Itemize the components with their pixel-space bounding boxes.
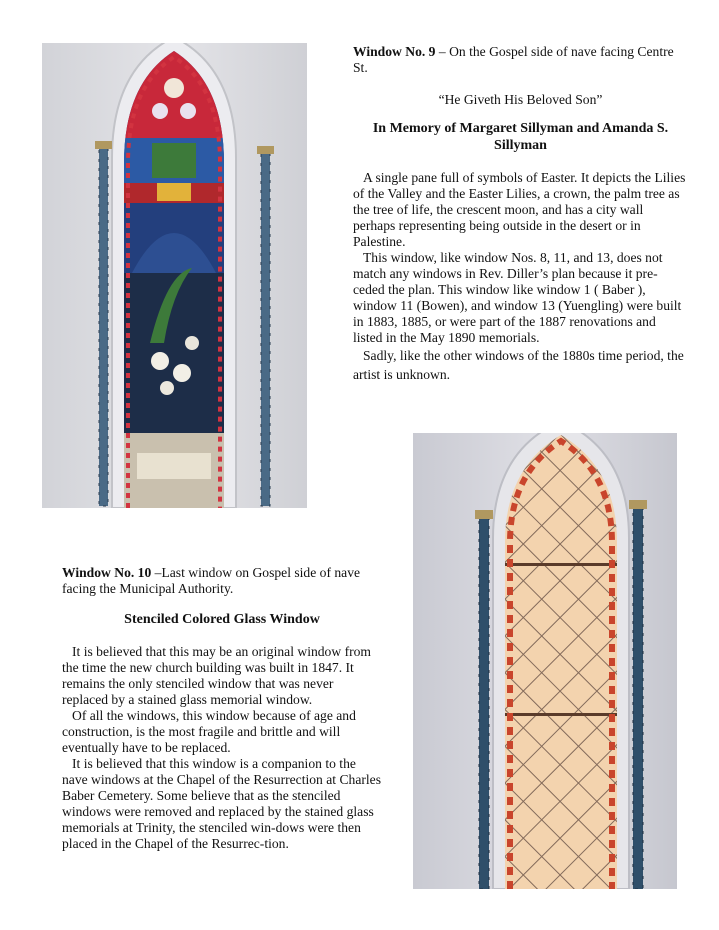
window-9-label: Window No. 9 [353, 44, 436, 59]
window-10-photo [413, 433, 677, 889]
window-10-paragraph: It is believed that this may be an original window from the time the new church building was built in 1847. It remains the only stenciled window that was never replaced by a stained glass memorial window. [62, 644, 371, 707]
window-9-paragraph: Sadly, like the other windows of the 1880s time period, the artist is unknown. [353, 348, 684, 382]
window-10-title: Stenciled Colored Glass Window [124, 612, 320, 627]
window-9-paragraphs [353, 170, 688, 384]
window-9-quote: “He Giveth His Beloved Son” [438, 92, 603, 107]
window-10-paragraph: It is believed that this window is a companion to the nave windows at the Chapel of the Resurrection at Charles Baber Cemetery. Some believe that as the stenciled windows were removed and replaced by the stained glass memorials at Trinity, the stenciled win-dows were then placed in the Chapel of the Resurrec-tion. [62, 756, 381, 851]
window-9-paragraph: This window, like window Nos. 8, 11, and 13, does not match any windows in Rev. Diller’s plan because it pre-ceded the plan. This window like window 1 ( Baber ), window 11 (Bowen), and window 13 (Yuengling) were built in 1883, 1885, or were part of the 1887 renovations and listed in the May 1890 memorials. [353, 250, 682, 345]
window-9-paragraph: A single pane full of symbols of Easter. It depicts the Lilies of the Valley and the Easter Lilies, a crown, the palm tree as the tree of life, the crescent moon, and has a city wall perhaps representing being outside in the desert or in Palestine. [353, 170, 686, 249]
window-9-description [353, 44, 688, 384]
window-10-location: –Last window on Gospel side of nave facing the Municipal Authority. [62, 565, 361, 596]
window-10-label: Window No. 10 [62, 565, 152, 580]
window-9-heading [353, 44, 688, 76]
window-10-paragraphs [62, 644, 382, 852]
window-9-photo [42, 43, 307, 508]
window-9-memorial: In Memory of Margaret Sillyman and Amanda S. Sillyman [372, 121, 669, 153]
window-10-paragraph: Of all the windows, this window because of age and construction, is the most fragile and brittle and will eventually have to be replaced. [62, 708, 356, 755]
window-10-description [62, 565, 382, 852]
window-9-location: – On the Gospel side of nave facing Centre St. [353, 44, 674, 75]
window-10-heading [62, 565, 382, 597]
